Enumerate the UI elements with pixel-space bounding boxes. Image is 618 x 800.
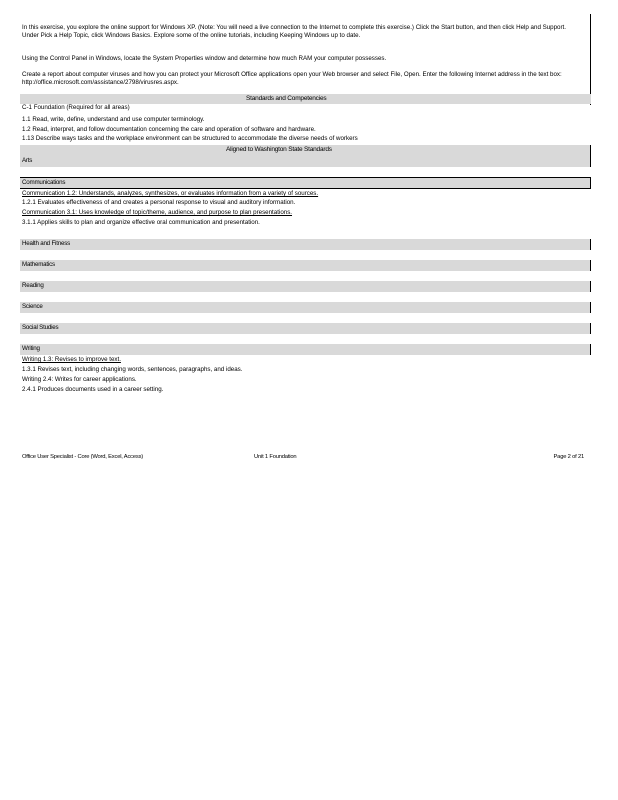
aligned-header: Aligned to Washington State Standards <box>226 146 332 153</box>
section-writing: Writing <box>22 345 40 352</box>
foundation-item-1: 1.1 Read, write, define, understand and use computer terminology. <box>22 116 205 123</box>
communication-standard-3-1: Communication 3.1: Uses knowledge of topic/theme, audience, and purpose to plan presentations. <box>22 209 293 216</box>
communications-band <box>20 178 591 188</box>
science-band-edge <box>590 302 591 313</box>
section-health-fitness: Health and Fitness <box>22 240 70 247</box>
social-studies-band-edge <box>590 323 591 334</box>
section-social-studies: Social Studies <box>22 324 59 331</box>
foundation-item-3: 1.13 Describe ways tasks and the workplace environment can be structured to accommodate the diverse needs of workers <box>22 135 358 142</box>
writing-standard-1-3: Writing 1.3: Revises to improve text. <box>22 356 121 363</box>
communication-item-1-2-1: 1.2.1 Evaluates effectiveness of and creates a personal response to visual and auditory information. <box>22 199 296 206</box>
section-science: Science <box>22 303 43 310</box>
standards-header: Standards and Competencies <box>246 95 327 102</box>
communications-bottom-rule <box>20 188 591 189</box>
section-communications: Communications <box>22 179 66 186</box>
intro-paragraph-1: In this exercise, you explore the online support for Windows XP. (Note: You will need a live connection to the Internet to complete this exercise.) Click the Start button, and then click Help and Support. Under Pick a Help Topic, click Windows Basics. Explore some of the online tutorials, including Keeping Windows up to date. <box>22 24 566 39</box>
communication-standard-1-2: Communication 1.2: Understands, analyzes, synthesizes, or evaluates information from a variety of sources. <box>22 190 319 197</box>
science-band <box>20 302 591 313</box>
section-reading: Reading <box>22 282 44 289</box>
writing-standard-2-4: Writing 2.4: Writes for career applications. <box>22 376 137 383</box>
health-band <box>20 239 591 250</box>
foundation-item-2: 1.2 Read, interpret, and follow documentation concerning the care and operation of software and hardware. <box>22 126 316 133</box>
right-border-rule <box>590 14 591 105</box>
communication-item-3-1-1: 3.1.1 Applies skills to plan and organize effective oral communication and presentation. <box>22 219 260 226</box>
aligned-band-edge <box>590 145 591 167</box>
reading-band <box>20 281 591 292</box>
section-mathematics: Mathematics <box>22 261 55 268</box>
footer-page-number: Page 2 of 21 <box>553 454 584 460</box>
section-arts: Arts <box>22 157 33 164</box>
foundation-title: C-1 Foundation (Required for all areas) <box>22 104 130 111</box>
mathematics-band <box>20 260 591 271</box>
writing-item-1-3-1: 1.3.1 Revises text, including changing words, sentences, paragraphs, and ideas. <box>22 366 243 373</box>
social-studies-band <box>20 323 591 334</box>
communications-top-rule <box>20 177 591 178</box>
intro-paragraph-3: Create a report about computer viruses and how you can protect your Microsoft Office applications open your Web browser and select File, Open. Enter the following Internet address in the text box: http://office.microsoft.com/assistance/2798/virusres.aspx. <box>22 71 562 86</box>
mathematics-band-edge <box>590 260 591 271</box>
footer-course-title: Office User Specialist - Core (Word, Excel, Access) <box>22 454 144 460</box>
writing-item-2-4-1: 2.4.1 Produces documents used in a career setting. <box>22 386 164 393</box>
writing-band <box>20 344 591 355</box>
intro-paragraph-2: Using the Control Panel in Windows, locate the System Properties window and determine how much RAM your computer possesses. <box>22 55 387 62</box>
health-band-edge <box>590 239 591 250</box>
footer-unit: Unit 1 Foundation <box>254 454 297 460</box>
reading-band-edge <box>590 281 591 292</box>
writing-band-edge <box>590 344 591 355</box>
communications-band-edge <box>590 177 591 189</box>
